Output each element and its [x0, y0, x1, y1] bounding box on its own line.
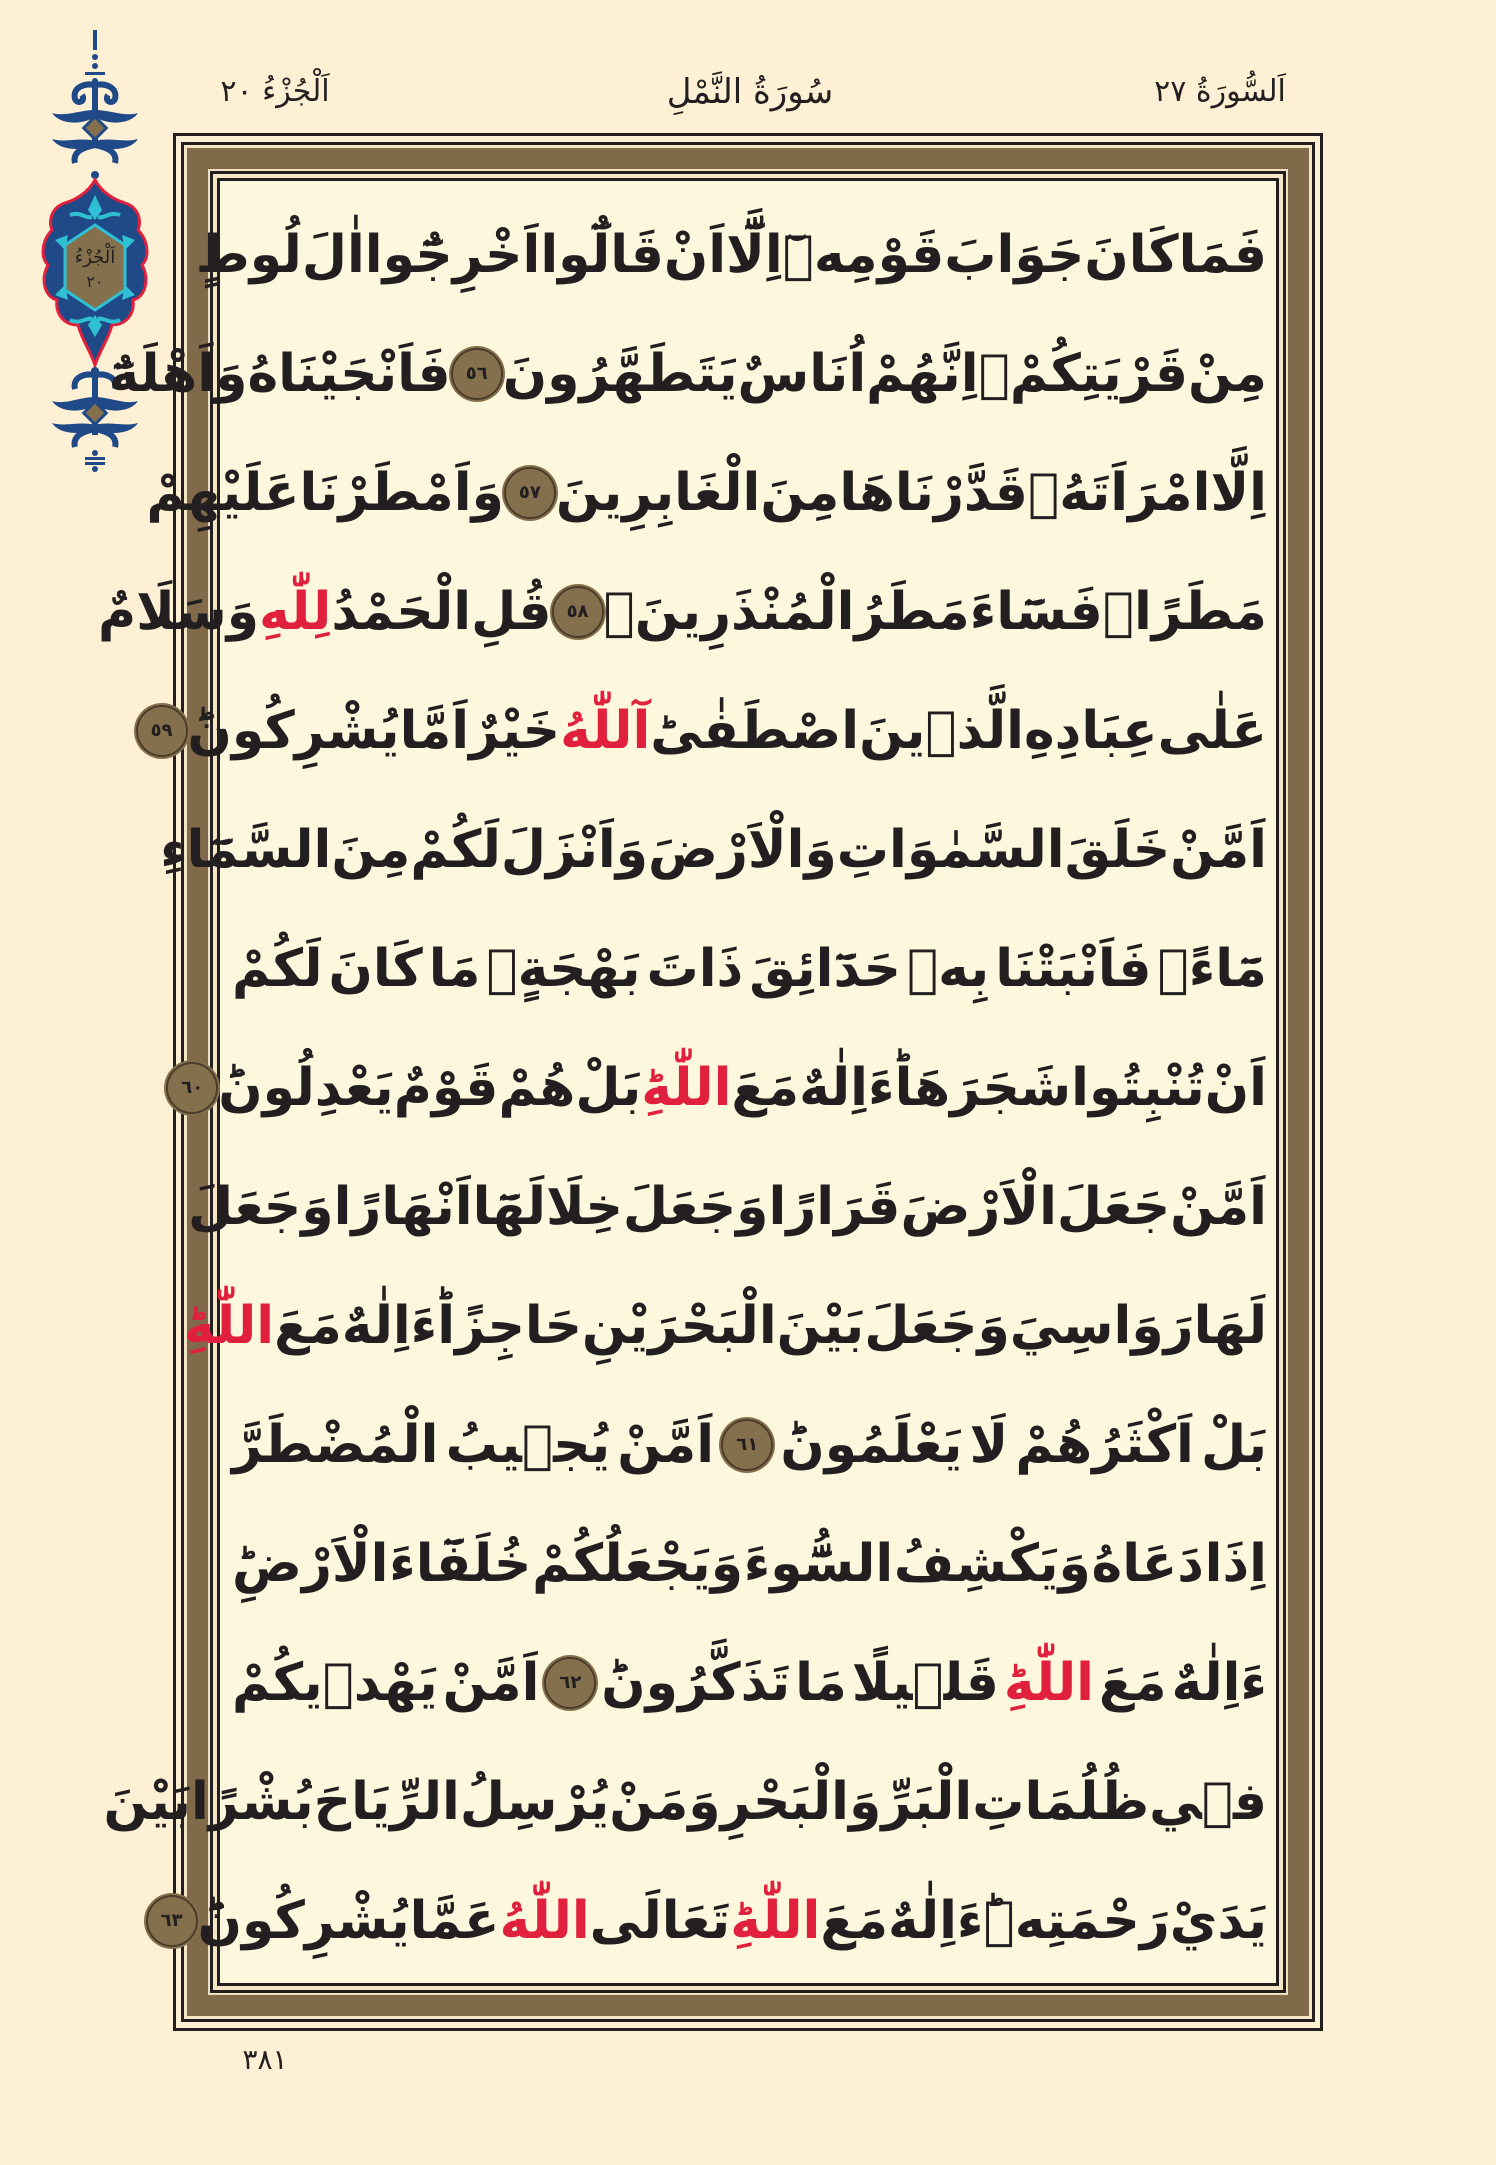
verse-word: وَاَنْزَلَ — [500, 819, 649, 880]
verse-word: يَتَطَهَّرُونَ — [502, 343, 738, 404]
quran-text-block — [97, 195, 1267, 1975]
verse-word: السَّمٰوَاتِ — [836, 819, 1065, 880]
verse-word: اَمَّا — [399, 700, 470, 761]
verse-word: الرِّيَاحَ — [313, 1771, 460, 1832]
verse-word: اصْطَفٰىؕ — [650, 700, 860, 761]
surah-title: سُورَةُ النَّمْلِ — [666, 72, 834, 112]
ayah-number-marker: ٦٢ — [544, 1657, 596, 1709]
verse-word: قَدَّرْنَاهَا — [839, 462, 1028, 523]
verse-word: عَمَّا — [409, 1890, 500, 1951]
verse-word: بَهْجَةٍۚ — [486, 938, 641, 999]
verse-word: بَلْ — [1201, 1414, 1267, 1475]
verse-word: الْبَرِّ — [881, 1771, 973, 1832]
verse-word: اِلَّٓا — [726, 224, 783, 285]
verse-word: بَيْنَ — [776, 1295, 865, 1356]
verse-word: مِنَ — [760, 462, 840, 523]
ayah-number-marker: ٦٣ — [146, 1895, 198, 1947]
verse-word: بَيْنَ — [103, 1771, 191, 1832]
verse-line — [146, 433, 1267, 552]
verse-word: شَجَرَهَاؕ — [894, 1057, 1072, 1118]
verse-word: قَوْمٌ — [393, 1057, 499, 1118]
ayah-number-marker: ٦٠ — [166, 1062, 218, 1114]
verse-word: فَاَنْبَتْنَا — [995, 938, 1152, 999]
juz-header: اَلْجُزْءُ ٢٠ — [220, 74, 330, 109]
verse-word: بِهٖ — [906, 938, 990, 999]
verse-word: فَسَٓاءَ — [969, 581, 1103, 642]
verse-word: قَوْمِهٖٓ — [782, 224, 945, 285]
verse-line — [160, 790, 1267, 909]
verse-word: وَجَعَلَ — [188, 1176, 334, 1237]
verse-word: وَجَعَلَ — [622, 1176, 769, 1237]
verse-word: ذَاتَ — [646, 938, 744, 999]
verse-word: وَالْبَحْرِ — [720, 1771, 882, 1832]
verse-word: اُنَاسٌ — [737, 343, 867, 404]
verse-word: وَيَجْعَلُكُمْ — [532, 1533, 744, 1594]
verse-word: مَطَرُ — [854, 581, 970, 642]
verse-word: ظُلُمَاتِ — [972, 1771, 1150, 1832]
verse-word: ءَاِلٰهٌ — [799, 1057, 895, 1118]
verse-word: السُّٓوءَ — [743, 1533, 894, 1594]
verse-word: مِنْ — [1188, 343, 1267, 404]
verse-word: ءَاِلٰهٌ — [888, 1890, 984, 1951]
verse-word: جَعَلَ — [1056, 1176, 1171, 1237]
divine-name-word: اللّٰهِؕ — [1003, 1652, 1094, 1713]
verse-word: وَيَكْشِفُ — [893, 1533, 1091, 1594]
verse-word: امْرَاَتَهُۘ — [1027, 462, 1211, 523]
verse-word: لَكُمْ — [232, 938, 323, 999]
verse-word: اَنْ — [663, 224, 727, 285]
verse-line — [232, 1385, 1267, 1504]
verse-word: بَلْ — [575, 1057, 642, 1118]
verse-line — [103, 1742, 1267, 1861]
ayah-number-marker: ٥٨ — [552, 586, 604, 638]
verse-word: الْاَرْضِؕ — [232, 1533, 389, 1594]
ayah-number-marker: ٥٦ — [451, 348, 503, 400]
verse-line — [108, 314, 1267, 433]
verse-word: وَالْاَرْضَ — [648, 819, 837, 880]
verse-word: مَٓاءًۚ — [1157, 938, 1267, 999]
verse-word: اِنَّهُمْ — [866, 343, 979, 404]
surah-number-header: اَلسُّورَةُ ٢٧ — [1154, 74, 1286, 109]
medallion-juz-label: اَلْجُزْءُ — [74, 247, 116, 268]
verse-word: رَوَاسِيَ — [1009, 1295, 1194, 1356]
verse-word: اٰلَ — [301, 224, 365, 285]
verse-word: الْمُضْطَرَّ — [232, 1414, 439, 1475]
verse-word: يُرْسِلُ — [459, 1771, 610, 1832]
divine-name-word: لِلّٰهِ — [259, 581, 332, 642]
verse-line — [160, 1861, 1267, 1980]
verse-word: اَنْهَارًا — [333, 1176, 473, 1237]
medallion-juz-number: ٢٠ — [86, 272, 104, 291]
verse-word: اَمَّنْ — [1170, 819, 1267, 880]
verse-word: فَمَا — [1178, 224, 1267, 285]
verse-word: مَعَ — [1098, 1652, 1167, 1713]
verse-line — [183, 1266, 1267, 1385]
verse-word: عَلَيْهِمْ — [146, 462, 300, 523]
verse-word: خَلَقَ — [1064, 819, 1171, 880]
verse-word: تَذَكَّرُونَؕ — [601, 1652, 791, 1713]
verse-word: يَهْدٖيكُمْ — [232, 1652, 438, 1713]
verse-line — [150, 671, 1267, 790]
ayah-number-marker: ٥٧ — [504, 467, 556, 519]
verse-word: لُوطٍ — [195, 224, 302, 285]
verse-word: خَيْرٌ — [469, 700, 561, 761]
verse-word: مَعَ — [820, 1890, 889, 1951]
ayah-number-marker: ٥٩ — [136, 705, 188, 757]
verse-word: الْمُنْذَرِينَ۟ — [603, 581, 855, 642]
verse-word: فَاَنْجَيْنَاهُ — [247, 343, 451, 404]
verse-word: اَمَّنْ — [617, 1414, 715, 1475]
verse-word: يُجٖيبُ — [445, 1414, 611, 1475]
verse-line — [232, 909, 1267, 1028]
verse-word: الْاَرْضَ — [900, 1176, 1057, 1237]
verse-word: اَنْ — [1204, 1057, 1267, 1118]
verse-line — [97, 552, 1267, 671]
verse-word: وَاَمْطَرْنَا — [299, 462, 504, 523]
verse-line — [181, 1028, 1267, 1147]
verse-word: لَكُمْ — [410, 819, 501, 880]
verse-word: لَا — [969, 1414, 1009, 1475]
verse-word: عَلٰى — [1157, 700, 1267, 761]
verse-word: يَدَيْ — [1169, 1890, 1267, 1951]
ayah-number-marker: ٦١ — [721, 1419, 773, 1471]
floral-ornament-icon — [30, 25, 160, 475]
verse-word: خِلَالَهَٓا — [472, 1176, 623, 1237]
verse-word: ءَاِلٰهٌ — [1171, 1652, 1267, 1713]
verse-word: عِبَادِهِ — [1023, 700, 1158, 761]
verse-word: حَدَٓائِقَ — [749, 938, 901, 999]
divine-name-word: اللّٰهِؕ — [641, 1057, 732, 1118]
verse-word: هُمْ — [498, 1057, 576, 1118]
verse-word: دَعَاهُ — [1091, 1533, 1204, 1594]
verse-word: مَطَرًاۚ — [1102, 581, 1267, 642]
verse-word: اَكْثَرُهُمْ — [1015, 1414, 1194, 1475]
verse-word: وَسَلَامٌ — [97, 581, 260, 642]
verse-line — [232, 1623, 1267, 1742]
verse-word: تَعَالَى — [589, 1890, 731, 1951]
verse-word: لَهَا — [1193, 1295, 1267, 1356]
verse-word: جَوَابَ — [944, 224, 1085, 285]
juz-medallion-ornament — [30, 25, 160, 475]
verse-word: مَعَ — [731, 1057, 800, 1118]
verse-word: قَرَارًا — [768, 1176, 901, 1237]
verse-word: الْبَحْرَيْنِ — [581, 1295, 777, 1356]
divine-name-word: اللّٰهِؕ — [730, 1890, 821, 1951]
verse-word: يُشْرِكُونَؕ — [187, 700, 400, 761]
verse-word: خُلَفَٓاءَ — [389, 1533, 532, 1594]
verse-word: وَمَنْ — [609, 1771, 721, 1832]
verse-word: اَمَّنْ — [442, 1652, 540, 1713]
verse-word: قَلٖيلًا — [851, 1652, 999, 1713]
verse-word: السَّمَٓاءِ — [160, 819, 332, 880]
verse-word: ءَاِلٰهٌ — [341, 1295, 438, 1356]
verse-word: يَعْلَمُونَؕ — [780, 1414, 963, 1475]
verse-word: قُلِ — [471, 581, 552, 642]
verse-word: الَّذٖينَ — [859, 700, 1024, 761]
verse-word: كَانَ — [328, 938, 423, 999]
verse-word: رَحْمَتِهٖؕ — [983, 1890, 1170, 1951]
verse-word: مَا — [428, 938, 481, 999]
verse-word: الْحَمْدُ — [331, 581, 472, 642]
verse-word: يَعْدِلُونَؕ — [218, 1057, 394, 1118]
verse-word: مِنَ — [331, 819, 411, 880]
verse-word: اَمَّنْ — [1170, 1176, 1267, 1237]
verse-word: قَرْيَتِكُمْۚ — [978, 343, 1188, 404]
verse-line — [232, 1504, 1267, 1623]
verse-word: مَا — [795, 1652, 847, 1713]
verse-word: الْغَابِرِينَ — [555, 462, 761, 523]
verse-line — [195, 195, 1267, 314]
verse-word: وَاَهْلَهُٓ — [108, 343, 248, 404]
verse-word: اِلَّا — [1210, 462, 1267, 523]
verse-word: تُنْبِتُوا — [1071, 1057, 1205, 1118]
verse-word: فٖي — [1149, 1771, 1267, 1832]
verse-word: قَالُٓوا — [540, 224, 664, 285]
verse-word: بُشْرًا — [190, 1771, 314, 1832]
verse-word: حَاجِزًاؕ — [437, 1295, 582, 1356]
divine-name-word: آللّٰهُ — [560, 700, 651, 761]
page-number: ٣٨١ — [242, 2043, 288, 2076]
verse-word: وَجَعَلَ — [864, 1295, 1010, 1356]
verse-word: مَعَ — [274, 1295, 342, 1356]
divine-name-word: اللّٰهُ — [499, 1890, 590, 1951]
verse-word: اِذَا — [1204, 1533, 1267, 1594]
verse-word: اَخْرِجُٓوا — [364, 224, 541, 285]
verse-line — [188, 1147, 1267, 1266]
verse-word: يُشْرِكُونَؕ — [197, 1890, 410, 1951]
verse-word: كَانَ — [1084, 224, 1179, 285]
divine-name-word: اللّٰهِؕ — [183, 1295, 275, 1356]
